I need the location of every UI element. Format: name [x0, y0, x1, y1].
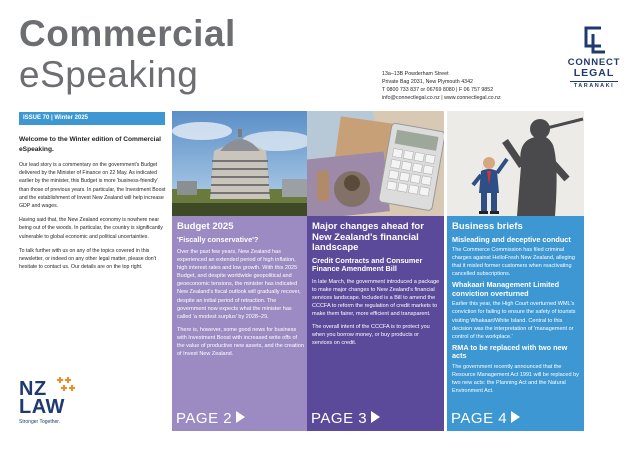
financial-body — [307, 216, 444, 431]
newsletter-title-line1: Commercial — [19, 13, 236, 54]
budget-body — [172, 216, 309, 431]
play-arrow-icon — [236, 411, 245, 423]
brief-text: The Commerce Commission has filed criminal charges against HelloFresh New Zealand, alleging that it misled former customers when reactivating cancelled subscriptions. — [452, 247, 575, 278]
article-subheading: Credit Contracts and Consumer Finance Amendment Bill — [312, 255, 423, 273]
page-3-link[interactable] — [311, 411, 380, 427]
connect-legal-logo-icon — [581, 26, 607, 54]
article-heading: Budget 2025 — [177, 221, 234, 232]
newsletter-title-line2: eSpeaking — [19, 54, 199, 95]
article-heading: Business briefs — [452, 221, 523, 232]
business-briefs-body — [447, 216, 584, 431]
play-arrow-icon — [371, 411, 380, 423]
play-arrow-icon — [511, 411, 520, 423]
logo-word-legal: LEGAL — [573, 67, 615, 79]
article-heading: Major changes ahead for New Zealand's financial landscape — [312, 221, 424, 253]
page-2-link[interactable] — [176, 411, 245, 427]
nz-law-tagline: Stronger Together. — [19, 419, 61, 425]
welcome-heading: Welcome to the Winter edition of Commercial eSpeaking. — [19, 136, 161, 153]
brief-title: Misleading and deceptive conduct — [452, 234, 571, 244]
logo-word-taranaki: TARANAKI — [570, 81, 618, 90]
money-calculator-image — [307, 111, 444, 216]
article-budget — [172, 111, 309, 431]
beehive-image — [172, 111, 309, 216]
logo-word-connect: CONNECT — [567, 57, 621, 68]
brief-text: Earlier this year, the High Court overturned WML's conviction for failing to ensure the safety of tourists visiting Whakaari/White Island. Central to this decision was the interpretation of 'management or control of the workplace.' — [452, 301, 576, 340]
brief-title: Whakaari Management Limited conviction overturned — [452, 280, 560, 298]
address-line: Private Bag 2031, New Plymouth 4342 — [382, 79, 473, 85]
page-label: PAGE 3 — [311, 410, 368, 427]
article-paragraph: There is, however, some good news for business with Investment Boost with increased write offs of the value of productive new assets, and the creation of Invest New Zealand. — [177, 326, 304, 358]
nz-law-word-law: LAW — [19, 396, 65, 418]
brief-title: RMA to be replaced with two new acts — [452, 342, 568, 361]
nz-law-logo — [19, 380, 99, 425]
pinocchio-shadow-image — [447, 111, 584, 216]
article-paragraph: Over the past few years, New Zealand has experienced an extended period of high inflation, high interest rates and low growth. With this 2025 Budget, and despite worldwide geopolitical and geoeconomic tensions, the minister has indicated New Zealand's fiscal outlook will gradually recover, despite an initial period of retraction. The government now expects what the minister has called 'a modest surplus' by 2028–29. — [177, 249, 301, 320]
article-paragraph: In late March, the government introduced a package to make major changes to New Zealand's financial services landscape. Included is a Bill to amend the CCCFA to reform the regulation of credit markets to make them fairer, more efficient and transparent. — [312, 278, 440, 317]
page-4-link[interactable] — [451, 411, 520, 427]
nz-law-word-nz: NZ — [19, 378, 47, 400]
connect-legal-logo — [566, 26, 622, 90]
intro-paragraph: Having said that, the New Zealand economy is nowhere near being out of the woods. In particular, the country is significantly vulnerable to global economic and political uncertainties. — [19, 217, 163, 240]
address-line: 13a–13B Powderham Street — [382, 71, 449, 77]
page-label: PAGE 4 — [451, 410, 508, 427]
page-label: PAGE 2 — [176, 410, 233, 427]
intro-section — [19, 135, 167, 277]
plus-cluster-icon — [56, 376, 80, 396]
contact-address — [382, 70, 501, 102]
email-web-line[interactable]: info@connectlegal.co.nz | www.connectlegal.co.nz — [382, 95, 501, 101]
article-subheading: 'Fiscally conservative'? — [177, 234, 259, 244]
phone-line: T 0800 733 837 or 06769 8080 | F 06 757 9852 — [382, 87, 494, 93]
article-business-briefs — [447, 111, 584, 431]
intro-paragraph: Our lead story is a commentary on the government's Budget delivered by the Minister of Finance on 22 May. As indicated earlier by the minister, this Budget is more 'business-friendly' than those of previous years. In particular, the Investment Boost and the establishment of Invest New Zealand will help increase GDP and wages. — [19, 162, 166, 210]
intro-paragraph: To talk further with us on any of the topics covered in this newsletter, or indeed on any other legal matter, please don't hesitate to contact us. Our details are on the top right. — [19, 247, 157, 271]
brief-text: The government recently announced that the Resource Management Act 1991 will be replaced by two new acts: the Planning Act and the Natural Environment Act. — [452, 363, 579, 395]
issue-banner: ISSUE 70 | Winter 2025 — [19, 112, 165, 125]
article-financial — [307, 111, 444, 431]
article-paragraph: The overall intent of the CCCFA is to protect you when you borrow money, or buy products or services on credit. — [312, 323, 430, 347]
